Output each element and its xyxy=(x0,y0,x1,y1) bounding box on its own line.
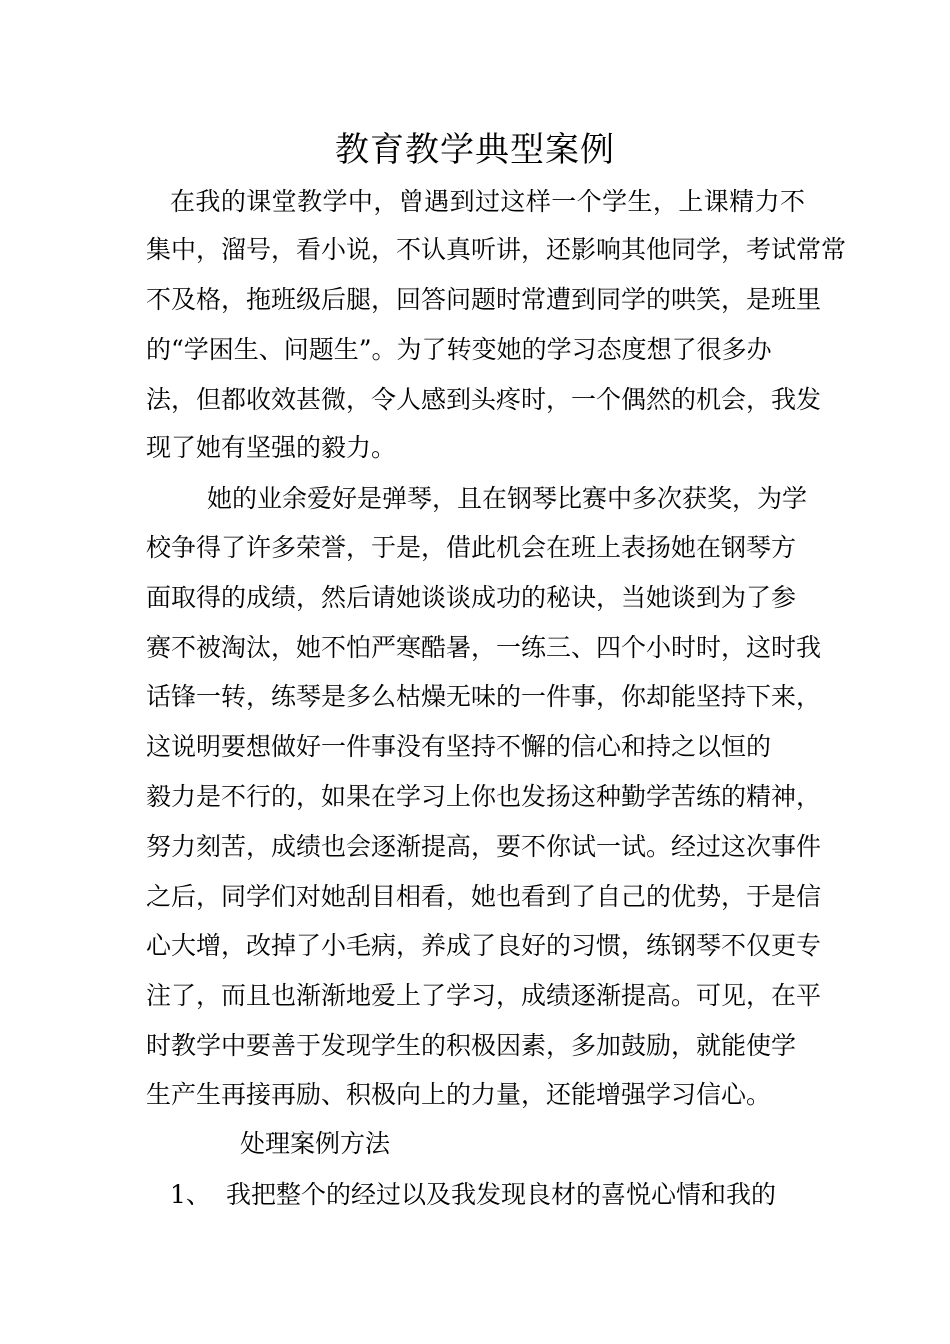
paragraph-2-line: 心大增，改掉了小毛病，养成了良好的习惯，练钢琴不仅更专 xyxy=(146,931,822,960)
paragraph-1-line: 法，但都收效甚微，令人感到头疼时，一个偶然的机会，我发 xyxy=(146,385,822,414)
paragraph-2-line: 时教学中要善于发现学生的积极因素，多加鼓励，就能使学 xyxy=(146,1031,797,1060)
paragraph-2-line: 这说明要想做好一件事没有坚持不懈的信心和持之以恒的 xyxy=(146,732,772,761)
list-number: 1、 xyxy=(170,1180,211,1209)
paragraph-2-line: 之后，同学们对她刮目相看，她也看到了自己的优势，于是信 xyxy=(146,882,822,911)
paragraph-2-line: 她的业余爱好是弹琴，且在钢琴比赛中多次获奖，为学 xyxy=(207,484,808,513)
paragraph-1-line: 不及格，拖班级后腿，回答问题时常遭到同学的哄笑，是班里 xyxy=(146,285,822,314)
paragraph-2-line: 努力刻苦，成绩也会逐渐提高，要不你试一试。经过这次事件 xyxy=(146,832,822,861)
paragraph-2-line: 校争得了许多荣誉，于是，借此机会在班上表扬她在钢琴方 xyxy=(146,533,797,562)
paragraph-2-line: 生产生再接再励、积极向上的力量，还能增强学习信心。 xyxy=(146,1080,772,1109)
document-title: 教育教学典型案例 xyxy=(335,130,615,170)
paragraph-2-line: 话锋一转，练琴是多么枯燥无味的一件事，你却能坚持下来， xyxy=(146,682,822,711)
paragraph-1-line: 在我的课堂教学中，曾遇到过这样一个学生，上课精力不 xyxy=(170,187,805,216)
paragraph-2-line: 面取得的成绩，然后请她谈谈成功的秘诀，当她谈到为了参 xyxy=(146,583,797,612)
paragraph-2-line: 毅力是不行的，如果在学习上你也发扬这种勤学苦练的精神， xyxy=(146,782,822,811)
paragraph-2-line: 赛不被淘汰，她不怕严寒酷暑，一练三、四个小时时，这时我 xyxy=(146,633,822,662)
paragraph-1-line: 现了她有坚强的毅力。 xyxy=(146,433,397,462)
section-heading: 处理案例方法 xyxy=(240,1129,391,1158)
paragraph-2-line: 注了，而且也渐渐地爱上了学习，成绩逐渐提高。可见，在平 xyxy=(146,981,822,1010)
paragraph-1-line: 集中，溜号，看小说，不认真听讲，还影响其他同学，考试常常 xyxy=(146,235,847,264)
paragraph-1-line: 的“学困生、问题生”。为了转变她的学习态度想了很多办 xyxy=(146,335,772,364)
list-item-text: 我把整个的经过以及我发现良材的喜悦心情和我的 xyxy=(226,1180,777,1209)
